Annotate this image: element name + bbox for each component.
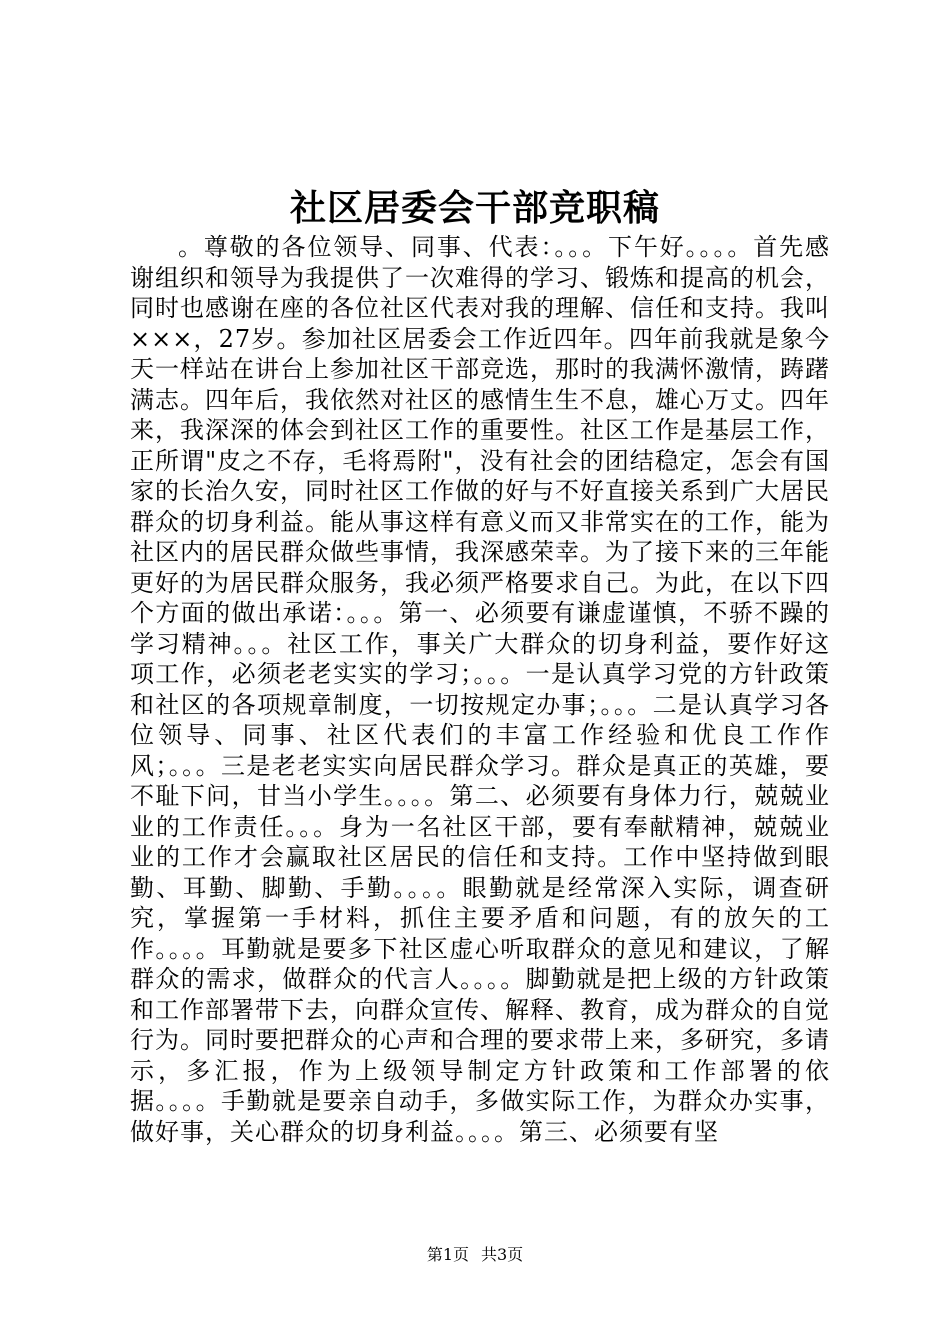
page-footer bbox=[0, 1244, 950, 1266]
body-paragraph: 。尊敬的各位领导、同事、代表：。。。下午好。。。。首先感谢组织和领导为我提供了一次难得的学习、锻炼和提高的机会，同时也感谢在座的各位社区代表对我的理解、信任和支持。我叫×××，27岁。参加社区居委会工作近四年。四年前我就是象今天一样站在讲台上参加社区干部竞选，那时的我满怀激情，踌躇满志。四年后，我依然对社区的感情生生不息，雄心万丈。四年来，我深深的体会到社区工作的重要性。社区工作是基层工作，正所谓"皮之不存，毛将焉附"，没有社会的团结稳定，怎会有国家的长治久安，同时社区工作做的好与不好直接关系到广大居民群众的切身利益。能从事这样有意义而又非常实在的工作，能为社区内的居民群众做些事情，我深感荣幸。为了接下来的三年能更好的为居民群众服务，我必须严格要求自己。为此，在以下四个方面的做出承诺：。。。第一、必须要有谦虚谨慎，不骄不躁的学习精神。。。社区工作，事关广大群众的切身利益，要作好这项工作，必须老老实实的学习；。。。一是认真学习党的方针政策和社区的各项规章制度，一切按规定办事；。。。二是认真学习各位领导、同事、社区代表们的丰富工作经验和优良工作作风；。。。三是老老实实向居民群众学习。群众是真正的英雄，要不耻下问，甘当小学生。。。。第二、必须要有身体力行，兢兢业业的工作责任。。。身为一名社区干部，要有奉献精神，兢兢业业的工作才会赢取社区居民的信任和支持。工作中坚持做到眼勤、耳勤、脚勤、手勤。。。。眼勤就是经常深入实际，调查研究，掌握第一手材料，抓住主要矛盾和问题，有的放矢的工作。。。。耳勤就是要多下社区虚心听取群众的意见和建议，了解群众的需求，做群众的代言人。。。。脚勤就是把上级的方针政策和工作部署带下去，向群众宣传、解释、教育，成为群众的自觉行为。同时要把群众的心声和合理的要求带上来，多研究，多请示，多汇报，作为上级领导制定方针政策和工作部署的依据。。。。手勤就是要亲自动手，多做实际工作，为群众办实事，做好事，关心群众的切身利益。。。。第三、必须要有坚 bbox=[130, 233, 830, 1146]
page-number: 第1页 bbox=[426, 1245, 469, 1264]
page-total: 共3页 bbox=[481, 1245, 524, 1264]
page-title: 社区居委会干部竞职稿 bbox=[289, 187, 660, 229]
